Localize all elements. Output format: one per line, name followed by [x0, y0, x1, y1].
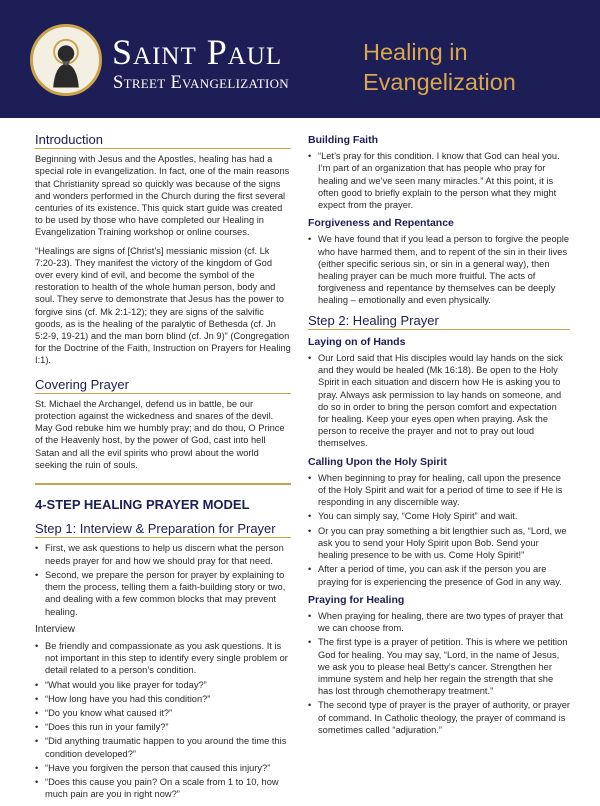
laying-hands-list — [308, 352, 570, 450]
covering-prayer-text: St. Michael the Archangel, defend us in battle, be our protection against the wickedness and snares of the devil. May God rebuke him we humbly pray; and do thou, O Prince of the Heavenly host, by the power of God, cast into hell Satan and all the evil spirits who prowl about the world seeking the ruin of souls. — [35, 398, 285, 470]
list-item: • After a period of time, you can ask if the person you are praying for is experiencing the presence of God in any way. — [308, 563, 570, 587]
list-item: • “Do you know what caused it?” — [35, 707, 291, 719]
laying-hands-heading: Laying on of Hands — [308, 335, 406, 348]
praying-list — [308, 610, 570, 736]
building-faith-heading: Building Faith — [308, 134, 378, 146]
org-name-line2: Street Evangelization — [113, 73, 289, 93]
list-item: • Or you can pray something a bit lengthier such as, “Lord, we ask you to send your Holy Spirit upon Bob. Send your healing presence to be with us. Come Holy Spirit!” — [308, 525, 570, 562]
list-item: • You can simply say, “Come Holy Spirit” and wait. — [308, 510, 570, 522]
building-faith-list — [308, 150, 570, 211]
list-item: • When beginning to pray for healing, call upon the presence of the Holy Spirit and wait for a period of time to see if He is responding in any discernible way. — [308, 472, 570, 509]
model-heading: 4-STEP HEALING PRAYER MODEL — [35, 497, 250, 513]
list-item: • “Does this run in your family?” — [35, 721, 291, 733]
list-item: • The second type of prayer is the prayer of authority, or prayer of command. In Catholic theology, the prayer of command is sometimes called “adjuration.” — [308, 699, 570, 736]
interview-list — [35, 640, 291, 800]
step2-heading: Step 2: Healing Prayer — [308, 315, 570, 330]
list-item: • “How long have you had this condition?” — [35, 693, 291, 705]
list-item: • Second, we prepare the person for prayer by explaining to them the process, telling them a faith-building story or two, and dealing with a few common blocks that may prevent healing. — [35, 569, 291, 618]
list-item: • “What would you like prayer for today?” — [35, 679, 291, 691]
list-item: • “Does this cause you pain? On a scale from 1 to 10, how much pain are you in right now?” — [35, 776, 291, 800]
list-item: • Our Lord said that His disciples would lay hands on the sick and they would be healed (Mk 16:18). Be open to the Holy Spirit in each situation and discern how He is asking you to pray. Always ask permission to lay hands on someone, and do so in order to bring the person comfort and expectation for healing. Keep your eyes open when praying. Ask the person to receive the prayer and not to pray out loud themselves. — [308, 352, 570, 450]
saint-paul-logo — [30, 24, 102, 96]
forgiveness-list — [308, 233, 570, 306]
interview-heading: Interview — [35, 623, 76, 635]
list-item: • “Let’s pray for this condition. I know that God can heal you. I’m part of an organization that has people who pray for healing and we’ve seen many miracles.” At this point, it is often good to briefly explain to the person what they might expect from the prayer. — [308, 150, 570, 211]
left-column — [35, 134, 291, 806]
holy-spirit-heading: Calling Upon the Holy Spirit — [308, 455, 447, 468]
list-item: • “Did anything traumatic happen to you around the time this condition developed?” — [35, 735, 291, 759]
intro-heading: Introduction — [35, 134, 291, 149]
list-item: • We have found that if you lead a person to forgive the people who have harmed them, and to repent of the sin in their lives (either specific serious sin, or sin in a general way), then healing prayer can be much more fruitful. The acts of forgiveness and repentance by themselves can be deeply healing – emotionally and even physically. — [308, 233, 570, 306]
list-item: • First, we ask questions to help us discern what the person needs prayer for and how we should pray for that need. — [35, 542, 291, 566]
quote-text: “Healings are signs of [Christ’s] messianic mission (cf. Lk 7:20-23). They manifest the victory of the kingdom of God over every kind of evil, and become the symbol of the restoration to health of the whole human person, body and soul. They serve to demonstrate that Jesus has the power to forgive sins (cf. Mk 2:1-12); they are signs of the salvific goods, as is the healing of the paralytic of Bethesda (cf. Jn 5:2-9, 19-21) and the man born blind (cf. Jn 9)” — [35, 245, 284, 342]
step1-list — [35, 542, 291, 617]
holy-spirit-list — [308, 472, 570, 588]
header-banner — [0, 0, 600, 118]
quote-citation: (Congregation for the Doctrine of the Faith, Instruction on Prayers for Healing I:1). — [35, 331, 291, 366]
list-item: • “Have you forgiven the person that caused this injury?” — [35, 762, 291, 774]
forgiveness-heading: Forgiveness and Repentance — [308, 217, 454, 230]
list-item: • When praying for healing, there are two types of prayer that we can choose from. — [308, 610, 570, 634]
document-title: Healing in Evangelization — [363, 39, 516, 95]
section-divider — [35, 483, 291, 485]
list-item: • The first type is a prayer of petition. This is where we petition God for healing. You may say, “Lord, in the name of Jesus, we ask you to please heal Betty’s cancer. Strengthen her immune system and help her regain the strength that she has lost through chemotherapy treatment.” — [308, 636, 570, 697]
intro-text: Beginning with Jesus and the Apostles, healing has had a special role in evangelization. In fact, one of the main reasons that Christianity spread so quickly was because of the signs and wonders performed in the Church during the first several centuries of its existence. This quick start guide was created to be used by those who have completed our Healing in Evangelization Training workshop or online courses. — [35, 154, 290, 238]
covering-prayer-heading: Covering Prayer — [35, 379, 291, 394]
healing-quote — [35, 245, 291, 367]
right-column — [308, 134, 570, 742]
praying-heading: Praying for Healing — [308, 593, 405, 606]
step1-heading: Step 1: Interview & Preparation for Prayer — [35, 523, 291, 538]
org-name-line1: Saint Paul — [112, 32, 283, 72]
list-item: • Be friendly and compassionate as you ask questions. It is not important in this step to identify every single problem or detail related to a person’s condition. — [35, 640, 291, 677]
